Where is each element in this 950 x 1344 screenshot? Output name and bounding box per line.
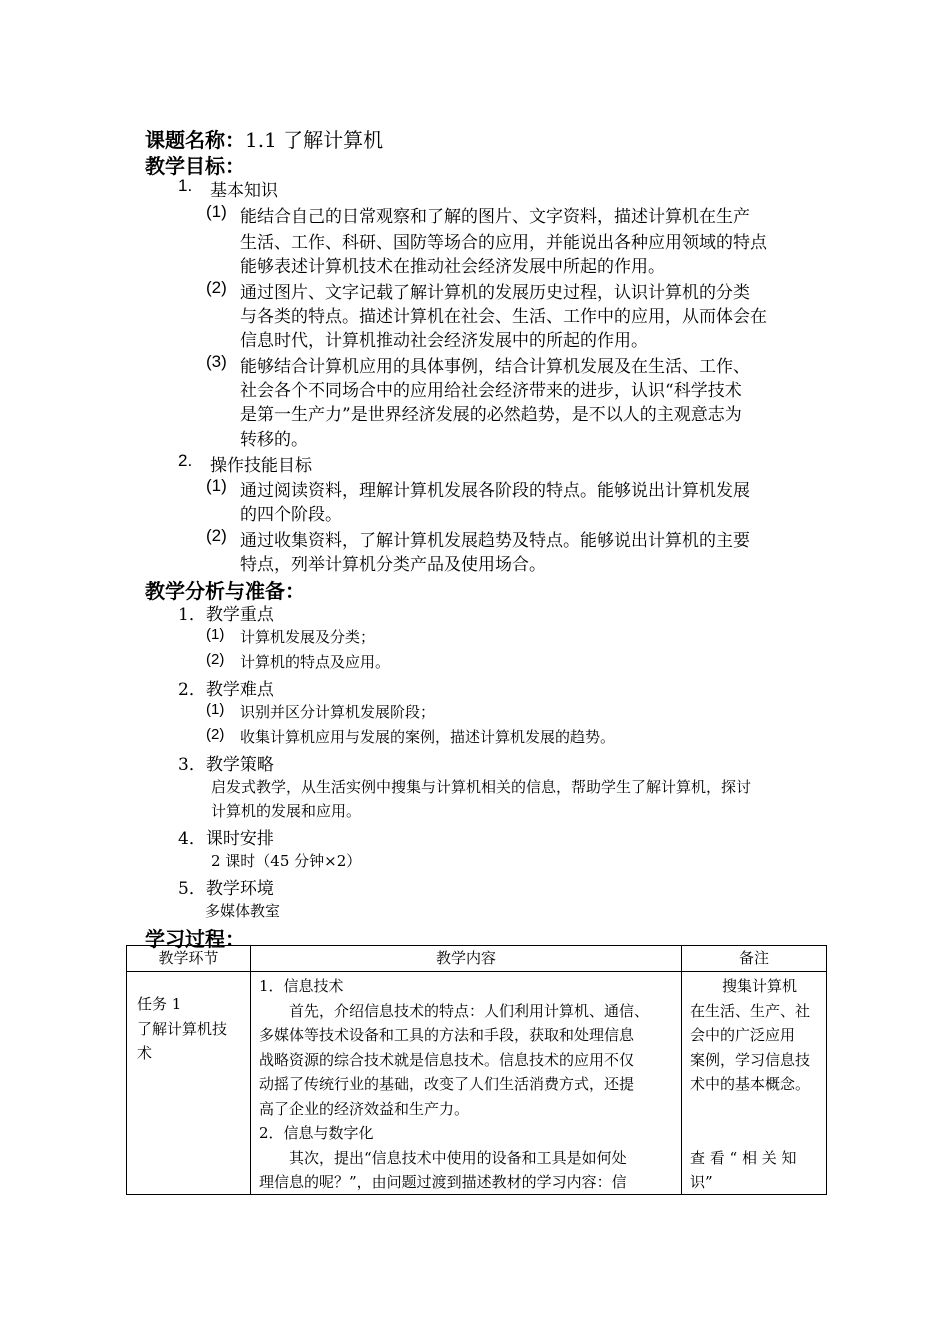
stage-line: 了解计算机技 — [137, 1020, 228, 1038]
objective-item-2 — [178, 451, 312, 476]
item-number: 2． — [178, 680, 206, 700]
content-section-title: 1．信息技术 — [259, 977, 344, 995]
s1-line: 的四个阶段。 — [240, 505, 342, 525]
analysis-item-3 — [178, 750, 274, 775]
k3-line: 社会各个不同场合中的应用给社会经济带来的进步，认识“科学技术 — [240, 381, 742, 401]
k1-line: 能结合自己的日常观察和了解的图片、文字资料，描述计算机在生产 — [240, 207, 750, 227]
notes-line: 案例，学习信息技 — [690, 1051, 811, 1069]
a2-p2-number: (2) — [206, 726, 225, 743]
content-line: 首先，介绍信息技术的特点：人们利用计算机、通信、 — [289, 1002, 650, 1020]
item-label: 操作技能目标 — [210, 456, 312, 476]
objective-item-1 — [178, 176, 278, 201]
a5-text: 多媒体教室 — [205, 902, 281, 920]
lesson-title-label: 课题名称： — [145, 128, 245, 152]
k2-line: 信息时代，计算机推动社会经济发展中的所起的作用。 — [240, 331, 648, 351]
content-line: 战略资源的综合技术就是信息技术。信息技术的应用不仅 — [259, 1051, 635, 1069]
notes-cell — [682, 972, 827, 1195]
item-label: 教学难点 — [205, 680, 274, 700]
a2-p1-text: 识别并区分计算机发展阶段； — [240, 703, 436, 721]
item-number: 3． — [178, 755, 206, 775]
a3-line: 启发式教学，从生活实例中搜集与计算机相关的信息，帮助学生了解计算机，探讨 — [211, 778, 752, 796]
content-line: 多媒体等技术设备和工具的方法和手段，获取和处理信息 — [259, 1026, 635, 1044]
header-stage-text: 教学环节 — [158, 949, 219, 967]
content-line: 其次，提出“信息技术中使用的设备和工具是如何处 — [289, 1149, 627, 1167]
a2-p1-number: (1) — [206, 701, 225, 718]
lesson-title — [145, 124, 383, 153]
k1-line: 生活、工作、科研、国防等场合的应用，并能说出各种应用领域的特点 — [240, 233, 767, 253]
analysis-item-2 — [178, 675, 274, 700]
objectives-heading: 教学目标： — [145, 154, 245, 178]
content-section-title: 2．信息与数字化 — [259, 1124, 374, 1142]
k1-number: (1) — [206, 202, 227, 221]
a1-p1-text: 计算机发展及分类； — [240, 628, 376, 646]
s2-line: 通过收集资料，了解计算机发展趋势及特点。能够说出计算机的主要 — [240, 531, 750, 551]
header-notes-text: 备注 — [738, 949, 769, 967]
k3-line: 是第一生产力”是世界经济发展的必然趋势，是不以人的主观意志为 — [240, 405, 742, 425]
item-label: 基本知识 — [210, 181, 278, 201]
content-cell — [251, 972, 682, 1195]
notes-line: 查 看 “ 相 关 知 — [690, 1149, 797, 1167]
stage-line: 任务 1 — [137, 995, 182, 1013]
content-line: 理信息的呢？”，由问题过渡到描述教材的学习内容：信 — [259, 1173, 627, 1191]
process-table — [126, 945, 827, 1195]
header-notes — [682, 946, 827, 972]
item-number: 5． — [178, 879, 206, 899]
s2-number: (2) — [206, 526, 227, 545]
notes-line: 术中的基本概念。 — [690, 1075, 811, 1093]
analysis-item-1 — [178, 600, 274, 625]
stage-cell — [127, 972, 251, 1195]
stage-line: 术 — [137, 1044, 153, 1062]
lesson-title-value: 1.1 了解计算机 — [245, 128, 384, 152]
item-number: 1． — [178, 605, 206, 625]
s2-line: 特点，列举计算机分类产品及使用场合。 — [240, 555, 546, 575]
k3-line: 能够结合计算机应用的具体事例，结合计算机发展及在生活、工作、 — [240, 357, 750, 377]
k3-line: 转移的。 — [240, 430, 308, 450]
header-content — [251, 946, 682, 972]
a1-p1-number: (1) — [206, 626, 225, 643]
header-stage — [127, 946, 251, 972]
s1-line: 通过阅读资料，理解计算机发展各阶段的特点。能够说出计算机发展 — [240, 481, 750, 501]
item-label: 教学环境 — [205, 879, 274, 899]
analysis-heading: 教学分析与准备： — [145, 579, 305, 603]
k2-number: (2) — [206, 278, 227, 297]
a4-text: 2 课时（45 分钟×2） — [211, 852, 362, 870]
k1-line: 能够表述计算机技术在推动社会经济发展中所起的作用。 — [240, 257, 665, 277]
notes-line: 在生活、生产、社 — [690, 1002, 811, 1020]
a1-p2-text: 计算机的特点及应用。 — [240, 653, 391, 671]
table-header-row — [127, 946, 827, 972]
item-label: 教学策略 — [205, 755, 274, 775]
item-label: 教学重点 — [205, 605, 274, 625]
header-content-text: 教学内容 — [435, 949, 496, 967]
notes-line: 搜集计算机 — [722, 977, 798, 995]
k2-line: 与各类的特点。描述计算机在社会、生活、工作中的应用，从而体会在 — [240, 307, 767, 327]
notes-line: 识” — [690, 1173, 713, 1191]
a1-p2-number: (2) — [206, 651, 225, 668]
table-row — [127, 972, 827, 1195]
notes-line: 会中的广泛应用 — [690, 1026, 796, 1044]
a3-line: 计算机的发展和应用。 — [211, 802, 362, 820]
content-line: 动摇了传统行业的基础，改变了人们生活消费方式，还提 — [259, 1075, 635, 1093]
item-number: 1. — [178, 176, 193, 195]
content-line: 高了企业的经济效益和生产力。 — [259, 1100, 470, 1118]
analysis-item-4 — [178, 824, 274, 849]
process-heading: 学习过程： — [145, 927, 245, 951]
item-number: 2. — [178, 451, 193, 470]
k2-line: 通过图片、文字记载了解计算机的发展历史过程，认识计算机的分类 — [240, 283, 750, 303]
analysis-item-5 — [178, 874, 274, 899]
k3-number: (3) — [206, 352, 227, 371]
item-number: 4． — [178, 829, 206, 849]
item-label: 课时安排 — [205, 829, 274, 849]
a2-p2-text: 收集计算机应用与发展的案例，描述计算机发展的趋势。 — [240, 728, 616, 746]
s1-number: (1) — [206, 476, 227, 495]
